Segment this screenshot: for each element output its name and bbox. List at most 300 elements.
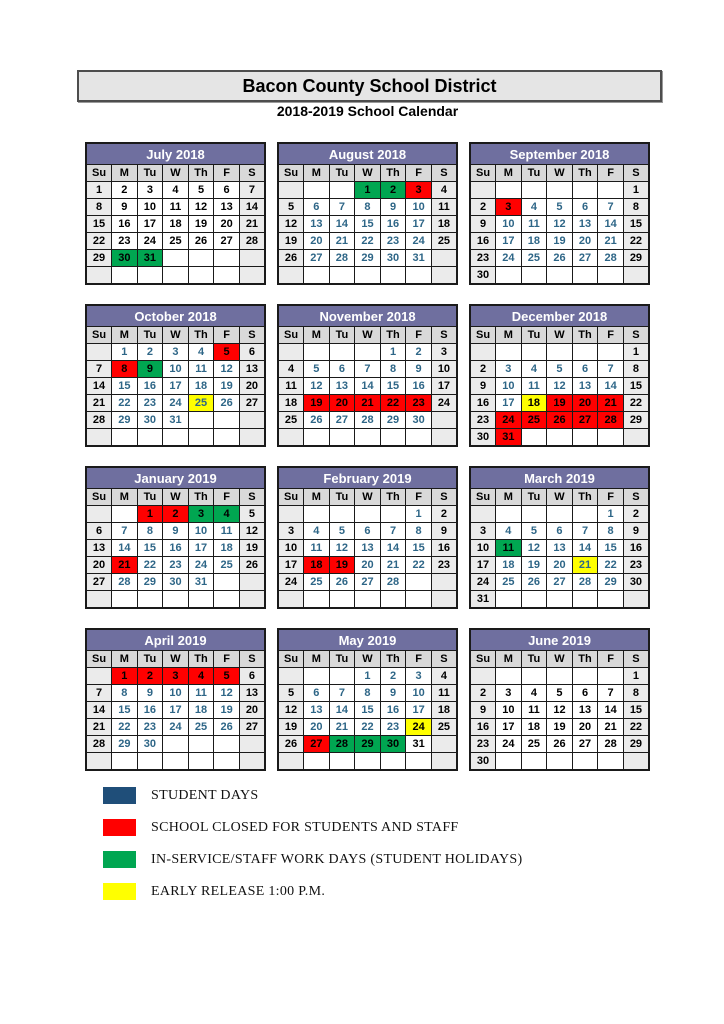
day-cell: 7 [598, 361, 624, 378]
empty-cell [547, 591, 573, 609]
day-cell: 18 [304, 557, 330, 574]
day-cell: 15 [137, 540, 163, 557]
day-cell: 1 [86, 182, 112, 199]
day-cell: 20 [329, 395, 355, 412]
weekday-header: M [496, 327, 522, 344]
weekday-header: Th [380, 327, 406, 344]
day-cell: 20 [547, 557, 573, 574]
empty-cell [304, 668, 330, 685]
day-cell: 4 [496, 523, 522, 540]
day-cell: 22 [623, 233, 649, 250]
day-cell: 10 [496, 216, 522, 233]
day-cell: 7 [380, 523, 406, 540]
day-cell: 25 [163, 233, 189, 250]
day-cell: 3 [431, 344, 457, 361]
weekday-header: F [214, 165, 240, 182]
empty-cell [214, 591, 240, 609]
day-cell: 10 [137, 199, 163, 216]
legend-label: SCHOOL CLOSED FOR STUDENTS AND STAFF [151, 819, 459, 835]
day-cell: 21 [86, 719, 112, 736]
empty-cell [406, 267, 432, 285]
weekday-header: W [163, 165, 189, 182]
empty-cell [572, 753, 598, 771]
weekday-header: M [304, 651, 330, 668]
day-cell: 24 [137, 233, 163, 250]
day-cell: 11 [163, 199, 189, 216]
day-cell: 24 [470, 574, 496, 591]
empty-cell [598, 267, 624, 285]
calendar-grid [85, 142, 650, 771]
month-title: January 2019 [86, 467, 265, 489]
weekday-header: W [163, 327, 189, 344]
day-cell: 5 [214, 668, 240, 685]
day-cell: 5 [547, 361, 573, 378]
day-cell: 20 [572, 395, 598, 412]
day-cell: 17 [137, 216, 163, 233]
day-cell: 1 [112, 344, 138, 361]
weekday-header: M [112, 327, 138, 344]
day-cell: 22 [623, 719, 649, 736]
legend-item-in-service [103, 851, 522, 868]
day-cell: 28 [112, 574, 138, 591]
weekday-header: Tu [329, 165, 355, 182]
day-cell: 1 [380, 344, 406, 361]
empty-cell [112, 506, 138, 523]
empty-cell [598, 182, 624, 199]
day-cell: 26 [547, 250, 573, 267]
day-cell: 6 [86, 523, 112, 540]
day-cell: 1 [598, 506, 624, 523]
day-cell: 3 [470, 523, 496, 540]
weekday-header: S [239, 165, 265, 182]
day-cell: 20 [86, 557, 112, 574]
empty-cell [214, 412, 240, 429]
empty-cell [521, 344, 547, 361]
month-calendar [85, 628, 266, 771]
day-cell: 10 [406, 199, 432, 216]
day-cell: 5 [521, 523, 547, 540]
empty-cell [188, 412, 214, 429]
day-cell: 27 [355, 574, 381, 591]
day-cell: 8 [623, 361, 649, 378]
day-cell: 1 [623, 182, 649, 199]
day-cell: 17 [406, 702, 432, 719]
day-cell: 28 [86, 736, 112, 753]
day-cell: 16 [431, 540, 457, 557]
day-cell: 18 [188, 378, 214, 395]
day-cell: 25 [521, 736, 547, 753]
day-cell: 28 [598, 250, 624, 267]
empty-cell [355, 591, 381, 609]
day-cell: 28 [329, 736, 355, 753]
day-cell: 29 [86, 250, 112, 267]
day-cell: 26 [214, 395, 240, 412]
day-cell: 21 [572, 557, 598, 574]
empty-cell [355, 267, 381, 285]
day-cell: 27 [572, 736, 598, 753]
district-title: Bacon County School District [242, 75, 497, 96]
day-cell: 21 [239, 216, 265, 233]
empty-cell [431, 412, 457, 429]
weekday-header: Th [188, 327, 214, 344]
empty-cell [163, 429, 189, 447]
empty-cell [239, 591, 265, 609]
day-cell: 23 [380, 719, 406, 736]
weekday-header: F [598, 165, 624, 182]
day-cell: 6 [547, 523, 573, 540]
weekday-header: S [623, 489, 649, 506]
day-cell: 19 [547, 719, 573, 736]
day-cell: 26 [214, 719, 240, 736]
day-cell: 20 [304, 233, 330, 250]
empty-cell [470, 182, 496, 199]
day-cell: 10 [496, 378, 522, 395]
day-cell: 9 [380, 685, 406, 702]
empty-cell [521, 753, 547, 771]
day-cell: 16 [470, 233, 496, 250]
day-cell: 1 [112, 668, 138, 685]
empty-cell [572, 267, 598, 285]
day-cell: 7 [329, 685, 355, 702]
day-cell: 25 [521, 412, 547, 429]
day-cell: 12 [214, 361, 240, 378]
day-cell: 14 [572, 540, 598, 557]
day-cell: 12 [239, 523, 265, 540]
day-cell: 17 [470, 557, 496, 574]
empty-cell [623, 429, 649, 447]
day-cell: 9 [163, 523, 189, 540]
day-cell: 26 [329, 574, 355, 591]
weekday-header: M [304, 327, 330, 344]
weekday-header: Tu [521, 651, 547, 668]
day-cell: 14 [239, 199, 265, 216]
day-cell: 7 [86, 685, 112, 702]
day-cell: 4 [304, 523, 330, 540]
day-cell: 13 [572, 378, 598, 395]
day-cell: 19 [547, 233, 573, 250]
empty-cell [496, 506, 522, 523]
day-cell: 29 [355, 250, 381, 267]
day-cell: 2 [112, 182, 138, 199]
day-cell: 12 [547, 216, 573, 233]
empty-cell [355, 753, 381, 771]
weekday-header: M [496, 165, 522, 182]
empty-cell [239, 574, 265, 591]
weekday-header: Su [278, 327, 304, 344]
empty-cell [431, 250, 457, 267]
empty-cell [239, 412, 265, 429]
empty-cell [278, 182, 304, 199]
month-calendar [277, 466, 458, 609]
empty-cell [521, 668, 547, 685]
day-cell: 14 [598, 216, 624, 233]
day-cell: 22 [86, 233, 112, 250]
month-title: October 2018 [86, 305, 265, 327]
day-cell: 16 [380, 216, 406, 233]
empty-cell [214, 267, 240, 285]
day-cell: 24 [278, 574, 304, 591]
day-cell: 17 [496, 719, 522, 736]
empty-cell [380, 267, 406, 285]
month-calendar [85, 142, 266, 285]
day-cell: 19 [214, 702, 240, 719]
day-cell: 28 [572, 574, 598, 591]
day-cell: 21 [112, 557, 138, 574]
weekday-header: Th [572, 165, 598, 182]
empty-cell [137, 591, 163, 609]
day-cell: 2 [470, 685, 496, 702]
empty-cell [572, 506, 598, 523]
empty-cell [496, 753, 522, 771]
weekday-header: F [214, 327, 240, 344]
empty-cell [86, 753, 112, 771]
day-cell: 8 [623, 685, 649, 702]
day-cell: 3 [188, 506, 214, 523]
month-title: May 2019 [278, 629, 457, 651]
day-cell: 8 [623, 199, 649, 216]
empty-cell [86, 591, 112, 609]
empty-cell [163, 250, 189, 267]
day-cell: 18 [278, 395, 304, 412]
day-cell: 4 [431, 182, 457, 199]
day-cell: 23 [470, 250, 496, 267]
day-cell: 13 [572, 216, 598, 233]
empty-cell [470, 344, 496, 361]
day-cell: 20 [304, 719, 330, 736]
day-cell: 3 [278, 523, 304, 540]
day-cell: 16 [470, 395, 496, 412]
day-cell: 27 [214, 233, 240, 250]
day-cell: 14 [112, 540, 138, 557]
weekday-header: W [163, 651, 189, 668]
month-title: February 2019 [278, 467, 457, 489]
day-cell: 14 [598, 702, 624, 719]
empty-cell [547, 182, 573, 199]
weekday-header: Tu [329, 327, 355, 344]
day-cell: 24 [496, 412, 522, 429]
empty-cell [521, 182, 547, 199]
legend-label: IN-SERVICE/STAFF WORK DAYS (STUDENT HOLIDAYS) [151, 851, 523, 867]
empty-cell [496, 267, 522, 285]
day-cell: 27 [304, 736, 330, 753]
day-cell: 16 [380, 702, 406, 719]
month-title: December 2018 [470, 305, 649, 327]
day-cell: 27 [239, 395, 265, 412]
day-cell: 23 [406, 395, 432, 412]
day-cell: 18 [521, 395, 547, 412]
empty-cell [137, 429, 163, 447]
day-cell: 28 [355, 412, 381, 429]
weekday-header: W [547, 327, 573, 344]
empty-cell [547, 668, 573, 685]
empty-cell [188, 753, 214, 771]
empty-cell [380, 429, 406, 447]
weekday-header: Tu [521, 489, 547, 506]
day-cell: 6 [572, 199, 598, 216]
day-cell: 5 [239, 506, 265, 523]
day-cell: 30 [470, 267, 496, 285]
day-cell: 12 [278, 216, 304, 233]
day-cell: 5 [278, 685, 304, 702]
weekday-header: M [304, 489, 330, 506]
day-cell: 1 [355, 668, 381, 685]
weekday-header: Su [86, 327, 112, 344]
empty-cell [623, 591, 649, 609]
empty-cell [163, 591, 189, 609]
weekday-header: W [547, 489, 573, 506]
weekday-header: Tu [137, 327, 163, 344]
day-cell: 7 [112, 523, 138, 540]
day-cell: 18 [188, 702, 214, 719]
day-cell: 9 [431, 523, 457, 540]
empty-cell [329, 182, 355, 199]
day-cell: 6 [572, 361, 598, 378]
day-cell: 2 [380, 668, 406, 685]
day-cell: 24 [163, 719, 189, 736]
weekday-header: S [431, 651, 457, 668]
empty-cell [278, 344, 304, 361]
day-cell: 5 [278, 199, 304, 216]
weekday-header: F [214, 651, 240, 668]
day-cell: 25 [278, 412, 304, 429]
in-service-swatch [103, 851, 136, 868]
day-cell: 15 [623, 378, 649, 395]
empty-cell [547, 429, 573, 447]
day-cell: 31 [496, 429, 522, 447]
weekday-header: Su [470, 327, 496, 344]
day-cell: 16 [623, 540, 649, 557]
day-cell: 10 [163, 685, 189, 702]
weekday-header: W [547, 651, 573, 668]
day-cell: 11 [214, 523, 240, 540]
day-cell: 15 [623, 702, 649, 719]
day-cell: 30 [380, 736, 406, 753]
empty-cell [304, 267, 330, 285]
day-cell: 5 [329, 523, 355, 540]
empty-cell [214, 574, 240, 591]
empty-cell [329, 267, 355, 285]
day-cell: 16 [470, 719, 496, 736]
day-cell: 26 [278, 736, 304, 753]
day-cell: 3 [163, 668, 189, 685]
day-cell: 1 [137, 506, 163, 523]
day-cell: 26 [521, 574, 547, 591]
day-cell: 28 [598, 736, 624, 753]
day-cell: 12 [304, 378, 330, 395]
calendar-subtitle: 2018-2019 School Calendar [276, 103, 459, 119]
day-cell: 11 [431, 199, 457, 216]
day-cell: 28 [329, 250, 355, 267]
day-cell: 17 [406, 216, 432, 233]
day-cell: 11 [188, 361, 214, 378]
empty-cell [304, 753, 330, 771]
weekday-header: W [547, 165, 573, 182]
day-cell: 2 [623, 506, 649, 523]
day-cell: 15 [112, 702, 138, 719]
legend-item-school-closed [103, 819, 522, 836]
month-calendar [277, 142, 458, 285]
day-cell: 4 [431, 668, 457, 685]
weekday-header: Tu [137, 165, 163, 182]
weekday-header: S [431, 165, 457, 182]
day-cell: 1 [623, 344, 649, 361]
day-cell: 26 [239, 557, 265, 574]
weekday-header: S [623, 327, 649, 344]
weekday-header: W [355, 327, 381, 344]
day-cell: 14 [329, 216, 355, 233]
weekday-header: F [406, 327, 432, 344]
weekday-header: Tu [521, 165, 547, 182]
weekday-header: M [112, 165, 138, 182]
empty-cell [547, 267, 573, 285]
empty-cell [163, 267, 189, 285]
day-cell: 30 [163, 574, 189, 591]
day-cell: 22 [623, 395, 649, 412]
day-cell: 9 [470, 216, 496, 233]
day-cell: 21 [329, 719, 355, 736]
day-cell: 26 [188, 233, 214, 250]
day-cell: 19 [304, 395, 330, 412]
empty-cell [278, 668, 304, 685]
weekday-header: Su [86, 651, 112, 668]
empty-cell [598, 591, 624, 609]
day-cell: 4 [521, 361, 547, 378]
day-cell: 9 [112, 199, 138, 216]
day-cell: 29 [380, 412, 406, 429]
day-cell: 5 [547, 685, 573, 702]
empty-cell [380, 591, 406, 609]
school-closed-swatch [103, 819, 136, 836]
empty-cell [572, 668, 598, 685]
day-cell: 24 [496, 250, 522, 267]
day-cell: 17 [496, 395, 522, 412]
day-cell: 25 [188, 395, 214, 412]
day-cell: 19 [278, 233, 304, 250]
day-cell: 26 [304, 412, 330, 429]
day-cell: 9 [623, 523, 649, 540]
day-cell: 12 [214, 685, 240, 702]
day-cell: 19 [188, 216, 214, 233]
empty-cell [329, 753, 355, 771]
empty-cell [329, 591, 355, 609]
empty-cell [431, 267, 457, 285]
weekday-header: S [239, 327, 265, 344]
day-cell: 10 [188, 523, 214, 540]
day-cell: 31 [406, 736, 432, 753]
day-cell: 20 [214, 216, 240, 233]
empty-cell [572, 591, 598, 609]
day-cell: 16 [112, 216, 138, 233]
empty-cell [431, 736, 457, 753]
day-cell: 24 [406, 233, 432, 250]
day-cell: 18 [431, 216, 457, 233]
empty-cell [214, 429, 240, 447]
empty-cell [470, 668, 496, 685]
weekday-header: F [598, 651, 624, 668]
day-cell: 23 [137, 719, 163, 736]
empty-cell [598, 753, 624, 771]
day-cell: 6 [304, 685, 330, 702]
empty-cell [239, 429, 265, 447]
weekday-header: W [355, 165, 381, 182]
day-cell: 12 [278, 702, 304, 719]
day-cell: 30 [623, 574, 649, 591]
day-cell: 11 [521, 378, 547, 395]
day-cell: 15 [406, 540, 432, 557]
day-cell: 29 [355, 736, 381, 753]
day-cell: 13 [355, 540, 381, 557]
day-cell: 29 [623, 250, 649, 267]
